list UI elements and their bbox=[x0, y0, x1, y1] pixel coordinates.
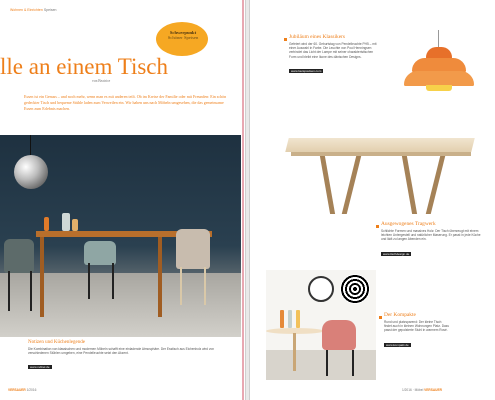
table-leg bbox=[293, 333, 296, 371]
chair-leg bbox=[88, 263, 90, 299]
footer-label: Möbel bbox=[414, 388, 424, 392]
left-page bbox=[0, 0, 246, 400]
block1-url[interactable]: www.louispoulsen.com bbox=[291, 68, 322, 73]
vase bbox=[72, 219, 78, 231]
section-header-main: Wohnen & Einrichten bbox=[10, 8, 43, 12]
article-headline: lle an einem Tisch bbox=[0, 54, 169, 79]
caption-title: Notizen und Küchenlegende bbox=[28, 340, 85, 345]
section-header-sub: Speisen bbox=[43, 8, 57, 12]
article-byline: von Beatrice bbox=[92, 79, 111, 83]
disco-pendant-lamp bbox=[14, 155, 48, 189]
pendant-cord bbox=[438, 30, 439, 48]
pendant-shade-bottom bbox=[404, 71, 474, 86]
photo-floor bbox=[266, 350, 376, 380]
table-leg bbox=[402, 156, 417, 214]
teal-chair bbox=[84, 241, 116, 265]
table-leg bbox=[426, 156, 445, 214]
section-header bbox=[10, 8, 56, 12]
block-marker bbox=[376, 225, 379, 228]
right-footer: 1/2016 · Möbel VERSAUER bbox=[402, 388, 442, 392]
compact-table-photo bbox=[266, 270, 376, 380]
table-leg bbox=[40, 237, 44, 317]
caption-text: Die Kombination von klassischen und modernen Möbeln schafft eine einladende Atmosphäre. Der Esstisch aus Eichenholz wird von verschiedenen Stühlen umgeben, eine Pendelleuchte setzt den Akzent. bbox=[28, 347, 214, 356]
classic-lamp-block bbox=[289, 34, 379, 77]
wooden-table-photo bbox=[287, 134, 473, 214]
left-footer bbox=[8, 388, 36, 392]
chair-leg bbox=[30, 271, 32, 311]
vase bbox=[62, 213, 70, 231]
block2-url[interactable]: www.tischdesign.de bbox=[383, 251, 410, 256]
wall-plate-striped bbox=[340, 274, 370, 304]
chair-leg bbox=[112, 263, 114, 299]
block3-text: Rund und platzsparend: Der kleine Tisch findet auch in kleinen Wohnungen Platz. Dazu passt der gepolsterte Stuhl in warmem Rosé. bbox=[384, 320, 450, 333]
caption-url[interactable]: www.möbel.de bbox=[30, 365, 50, 370]
block1-text: Gefeiert wird der 60. Geburtstag von Pendelleuchte PH5 – mit einer Auswahl in Farbe. Die Leuchte von Poul Henningsen verbindet das Licht der Lampe mit seiner charakteristischen Form und bleibt eine Ikone des dänischen Designs. bbox=[289, 42, 377, 59]
chair-leg bbox=[352, 350, 354, 376]
framework-block bbox=[381, 221, 481, 260]
dining-room-photo bbox=[0, 135, 241, 337]
table-surface bbox=[285, 138, 474, 152]
photo-caption bbox=[28, 340, 224, 373]
block2-text: Schlichte Formen und massives Holz: Der Tisch überzeugt mit einem leichten Untergestell und natürlicher Maserung. Er passt in jede Küche und lädt zu langen Abenden ein. bbox=[381, 229, 481, 242]
article-intro: Essen ist ein Genuss – und noch mehr, wenn man es mit anderen teilt. Ob im Kreise der Familie oder mit Freunden: Ein schön gedeckter Tisch und bequeme Stühle laden zum Verweilen ein. Wir haben uns nach Möbeln umgesehen, die das gemeinsame Essen zum Erlebnis machen. bbox=[24, 94, 227, 112]
chair-leg bbox=[326, 350, 328, 376]
badge-line-1: Schwerpunkt bbox=[169, 30, 197, 35]
footer-brand: VERSAUER bbox=[424, 388, 442, 392]
chair-leg bbox=[180, 267, 182, 305]
block3-url[interactable]: www.kompakt.de bbox=[386, 342, 409, 347]
chair-leg bbox=[8, 271, 10, 311]
table-leg bbox=[158, 237, 162, 317]
page-edge-rule bbox=[242, 0, 244, 400]
vase bbox=[44, 217, 49, 231]
badge-line-2: Schöner Speisen bbox=[167, 35, 199, 40]
footer-brand: VERSAUER bbox=[8, 388, 26, 392]
block3-title: Der Kompakte bbox=[384, 312, 416, 318]
lamp-cord bbox=[30, 135, 31, 157]
block-marker bbox=[379, 316, 382, 319]
table-leg bbox=[342, 156, 361, 214]
beige-chair bbox=[176, 229, 210, 269]
vase bbox=[288, 310, 292, 328]
pendant-shade-middle bbox=[412, 58, 466, 72]
pendant-diffuser bbox=[426, 85, 452, 91]
footer-page: 1/2016 bbox=[402, 388, 412, 392]
table-leg bbox=[320, 156, 335, 214]
footer-page: 1/2016 bbox=[26, 388, 37, 392]
pink-chair bbox=[322, 320, 356, 350]
vase bbox=[280, 310, 284, 328]
vase bbox=[296, 310, 300, 328]
grey-chair bbox=[4, 239, 34, 273]
block1-title: Jubiläum eines Klassikers bbox=[289, 34, 345, 40]
chair-leg bbox=[204, 267, 206, 305]
topic-badge-text bbox=[160, 30, 206, 40]
block2-title: Ausgewogenes Tragwerk bbox=[381, 221, 436, 227]
block-marker bbox=[284, 38, 287, 41]
compact-block bbox=[384, 312, 450, 351]
wall-plate bbox=[308, 276, 334, 302]
